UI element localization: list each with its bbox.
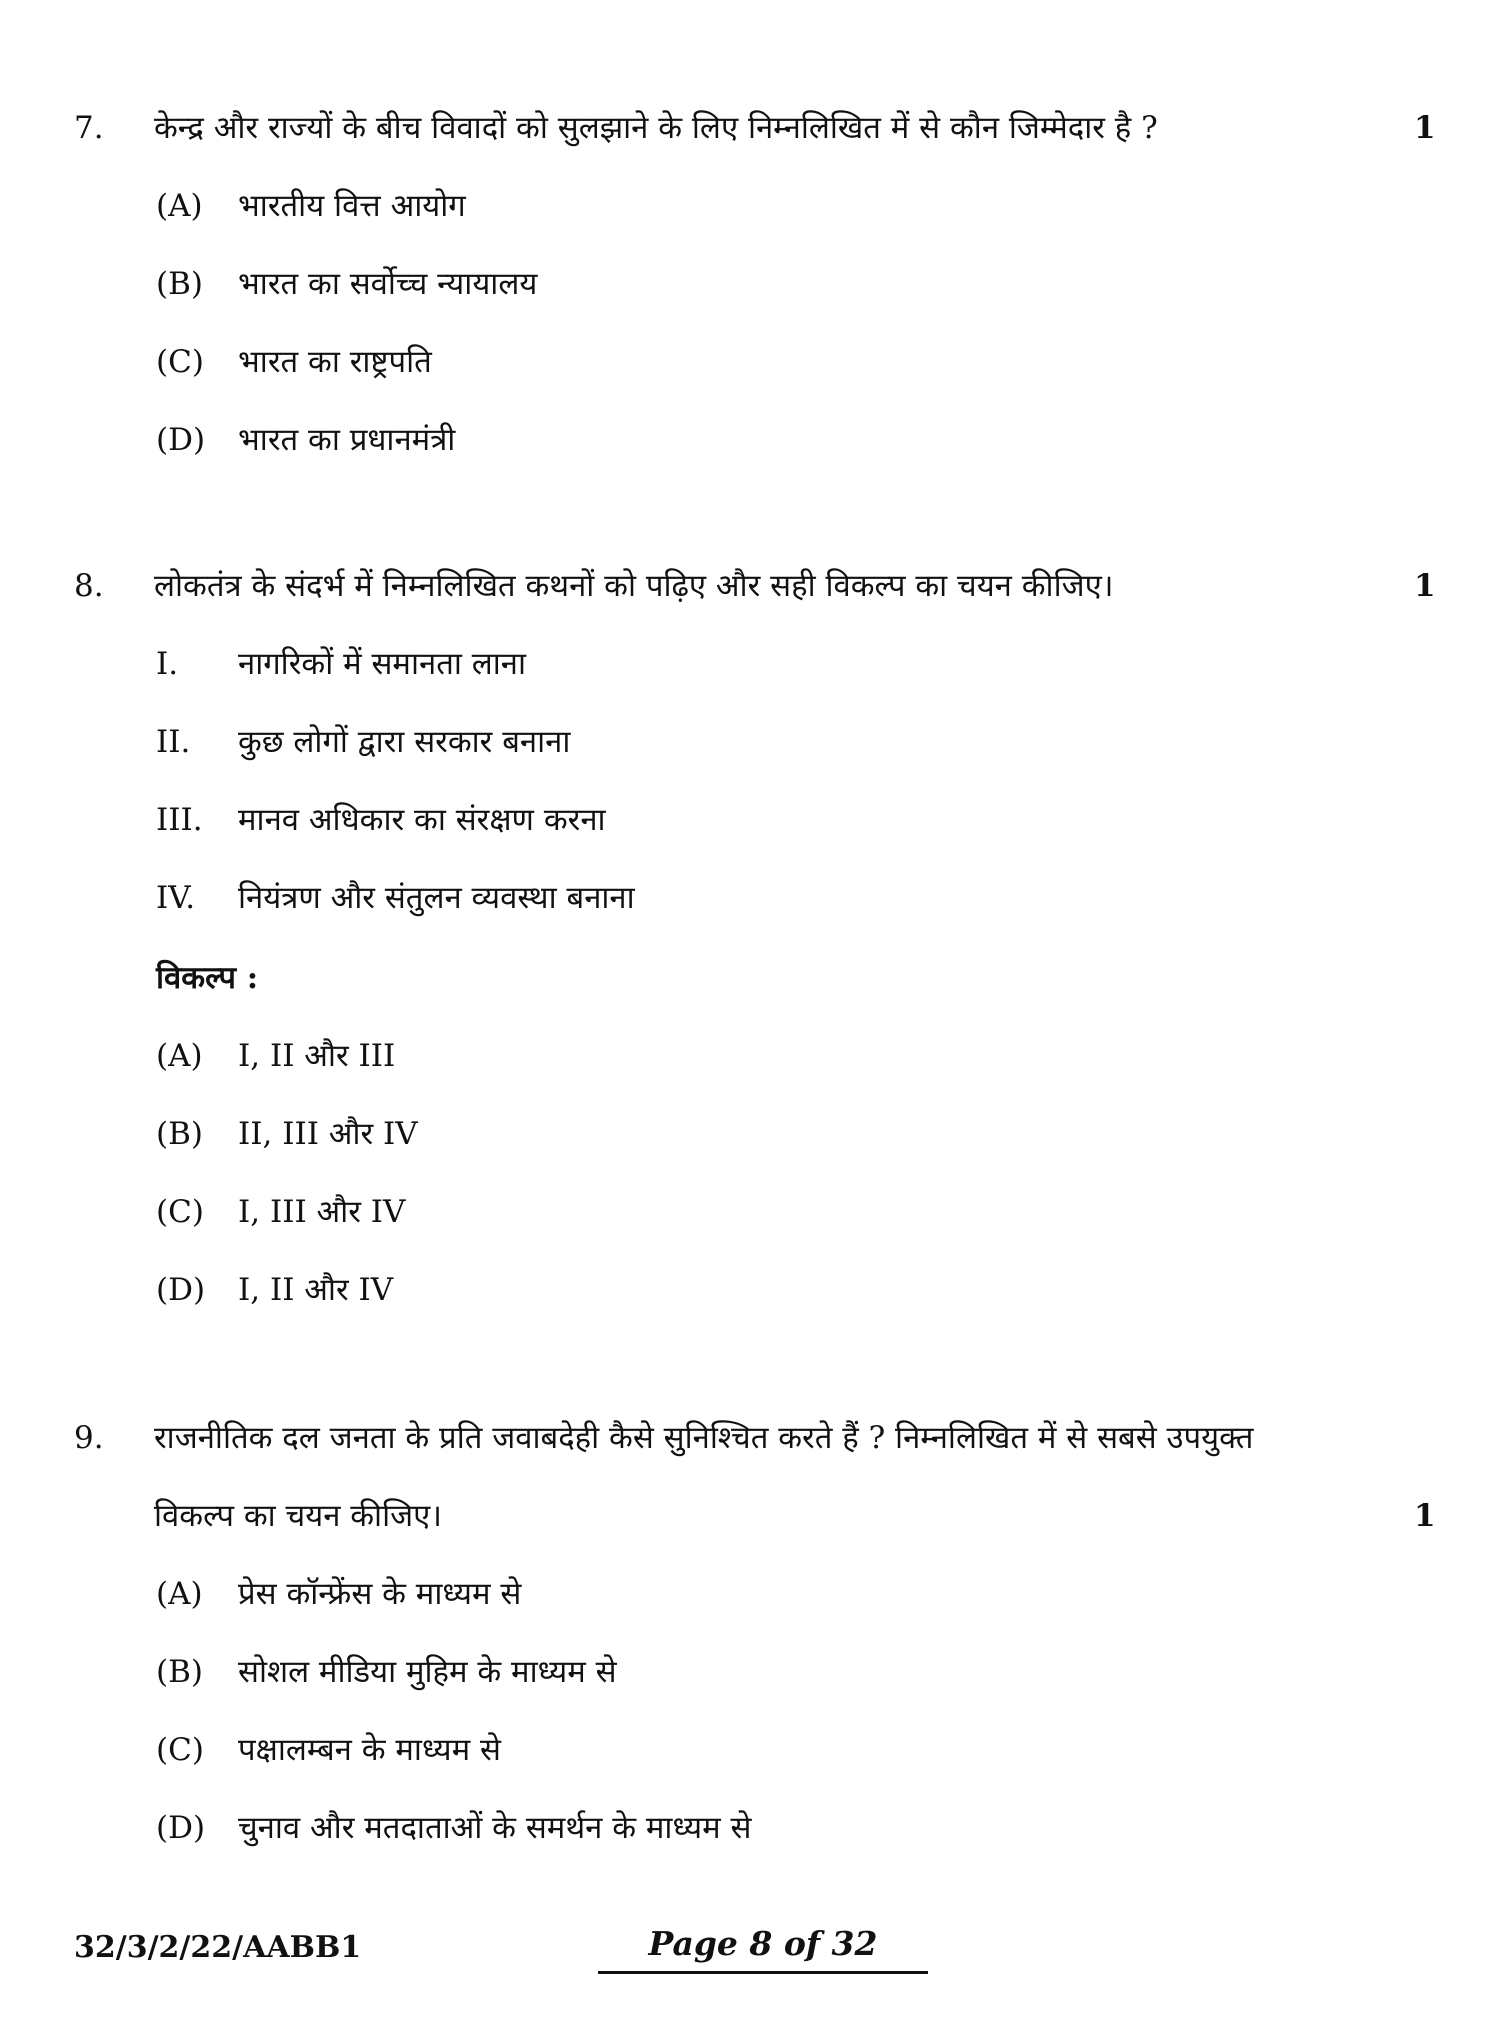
statement-text: नियंत्रण और संतुलन व्यवस्था बनाना <box>238 880 635 916</box>
option-text: पक्षालम्बन के माध्यम से <box>238 1732 501 1768</box>
option-text: II, III और IV <box>238 1116 418 1152</box>
question-7-option-c <box>156 342 432 382</box>
statement-label: II. <box>156 724 191 760</box>
option-label: (C) <box>156 1732 204 1768</box>
option-text: चुनाव और मतदाताओं के समर्थन के माध्यम से <box>238 1810 752 1846</box>
question-7-option-b <box>156 264 537 304</box>
question-9-option-d <box>156 1808 751 1848</box>
option-label: (D) <box>156 1272 206 1308</box>
option-label: (C) <box>156 1194 204 1230</box>
option-label: (B) <box>156 266 203 302</box>
option-text: I, II और III <box>238 1038 396 1074</box>
option-label: (A) <box>156 188 203 224</box>
question-7-option-d <box>156 420 455 460</box>
question-8-marks: 1 <box>1414 568 1436 604</box>
question-8-option-b <box>156 1114 418 1154</box>
option-text: प्रेस कॉन्फ्रेंस के माध्यम से <box>238 1576 522 1612</box>
question-9-marks: 1 <box>1414 1498 1436 1534</box>
question-8-statement-4 <box>156 878 635 918</box>
statement-text: मानव अधिकार का संरक्षण करना <box>238 802 606 838</box>
option-text: भारतीय वित्त आयोग <box>238 188 466 224</box>
option-label: (B) <box>156 1116 203 1152</box>
option-label: (A) <box>156 1576 203 1612</box>
statement-text: कुछ लोगों द्वारा सरकार बनाना <box>238 724 571 760</box>
option-label: (B) <box>156 1654 203 1690</box>
option-text: भारत का सर्वोच्च न्यायालय <box>238 266 538 302</box>
question-7-option-a <box>156 186 466 226</box>
question-8-choices-heading: विकल्प : <box>156 960 259 996</box>
page-number-underline <box>598 1971 928 1974</box>
question-8-option-c <box>156 1192 405 1232</box>
question-9-option-a <box>156 1574 521 1614</box>
question-9-number: 9. <box>74 1420 104 1456</box>
question-8-option-d <box>156 1270 393 1310</box>
statement-text: नागरिकों में समानता लाना <box>238 646 527 682</box>
option-label: (D) <box>156 1810 206 1846</box>
question-8-option-a <box>156 1036 395 1076</box>
option-label: (C) <box>156 344 204 380</box>
question-8-statement-2 <box>156 722 570 762</box>
page-number: Page 8 of 32 <box>648 1924 878 1963</box>
question-9-option-c <box>156 1730 501 1770</box>
option-label: (A) <box>156 1038 203 1074</box>
question-7-text: केन्द्र और राज्यों के बीच विवादों को सुलझाने के लिए निम्नलिखित में से कौन जिम्मेदार है ? <box>154 110 1158 146</box>
question-8-statement-1 <box>156 644 526 684</box>
question-7-marks: 1 <box>1414 110 1436 146</box>
question-9-option-b <box>156 1652 617 1692</box>
option-text: I, II और IV <box>238 1272 394 1308</box>
option-text: भारत का राष्ट्रपति <box>238 344 432 380</box>
question-8-statement-3 <box>156 800 606 840</box>
option-text: सोशल मीडिया मुहिम के माध्यम से <box>238 1654 617 1690</box>
question-9-text-line-1: राजनीतिक दल जनता के प्रति जवाबदेही कैसे सुनिश्चित करते हैं ? निम्नलिखित में से सबसे उपयुक्त <box>154 1420 1254 1456</box>
paper-code: 32/3/2/22/AABB1 <box>74 1930 362 1965</box>
question-7-number: 7. <box>74 110 104 146</box>
question-8-text: लोकतंत्र के संदर्भ में निम्नलिखित कथनों को पढ़िए और सही विकल्प का चयन कीजिए। <box>154 568 1114 604</box>
question-9-text-line-2: विकल्प का चयन कीजिए। <box>154 1498 443 1534</box>
option-text: भारत का प्रधानमंत्री <box>238 422 456 458</box>
option-label: (D) <box>156 422 206 458</box>
question-8-number: 8. <box>74 568 104 604</box>
statement-label: IV. <box>156 880 196 916</box>
statement-label: I. <box>156 646 179 682</box>
statement-label: III. <box>156 802 203 838</box>
option-text: I, III और IV <box>238 1194 406 1230</box>
